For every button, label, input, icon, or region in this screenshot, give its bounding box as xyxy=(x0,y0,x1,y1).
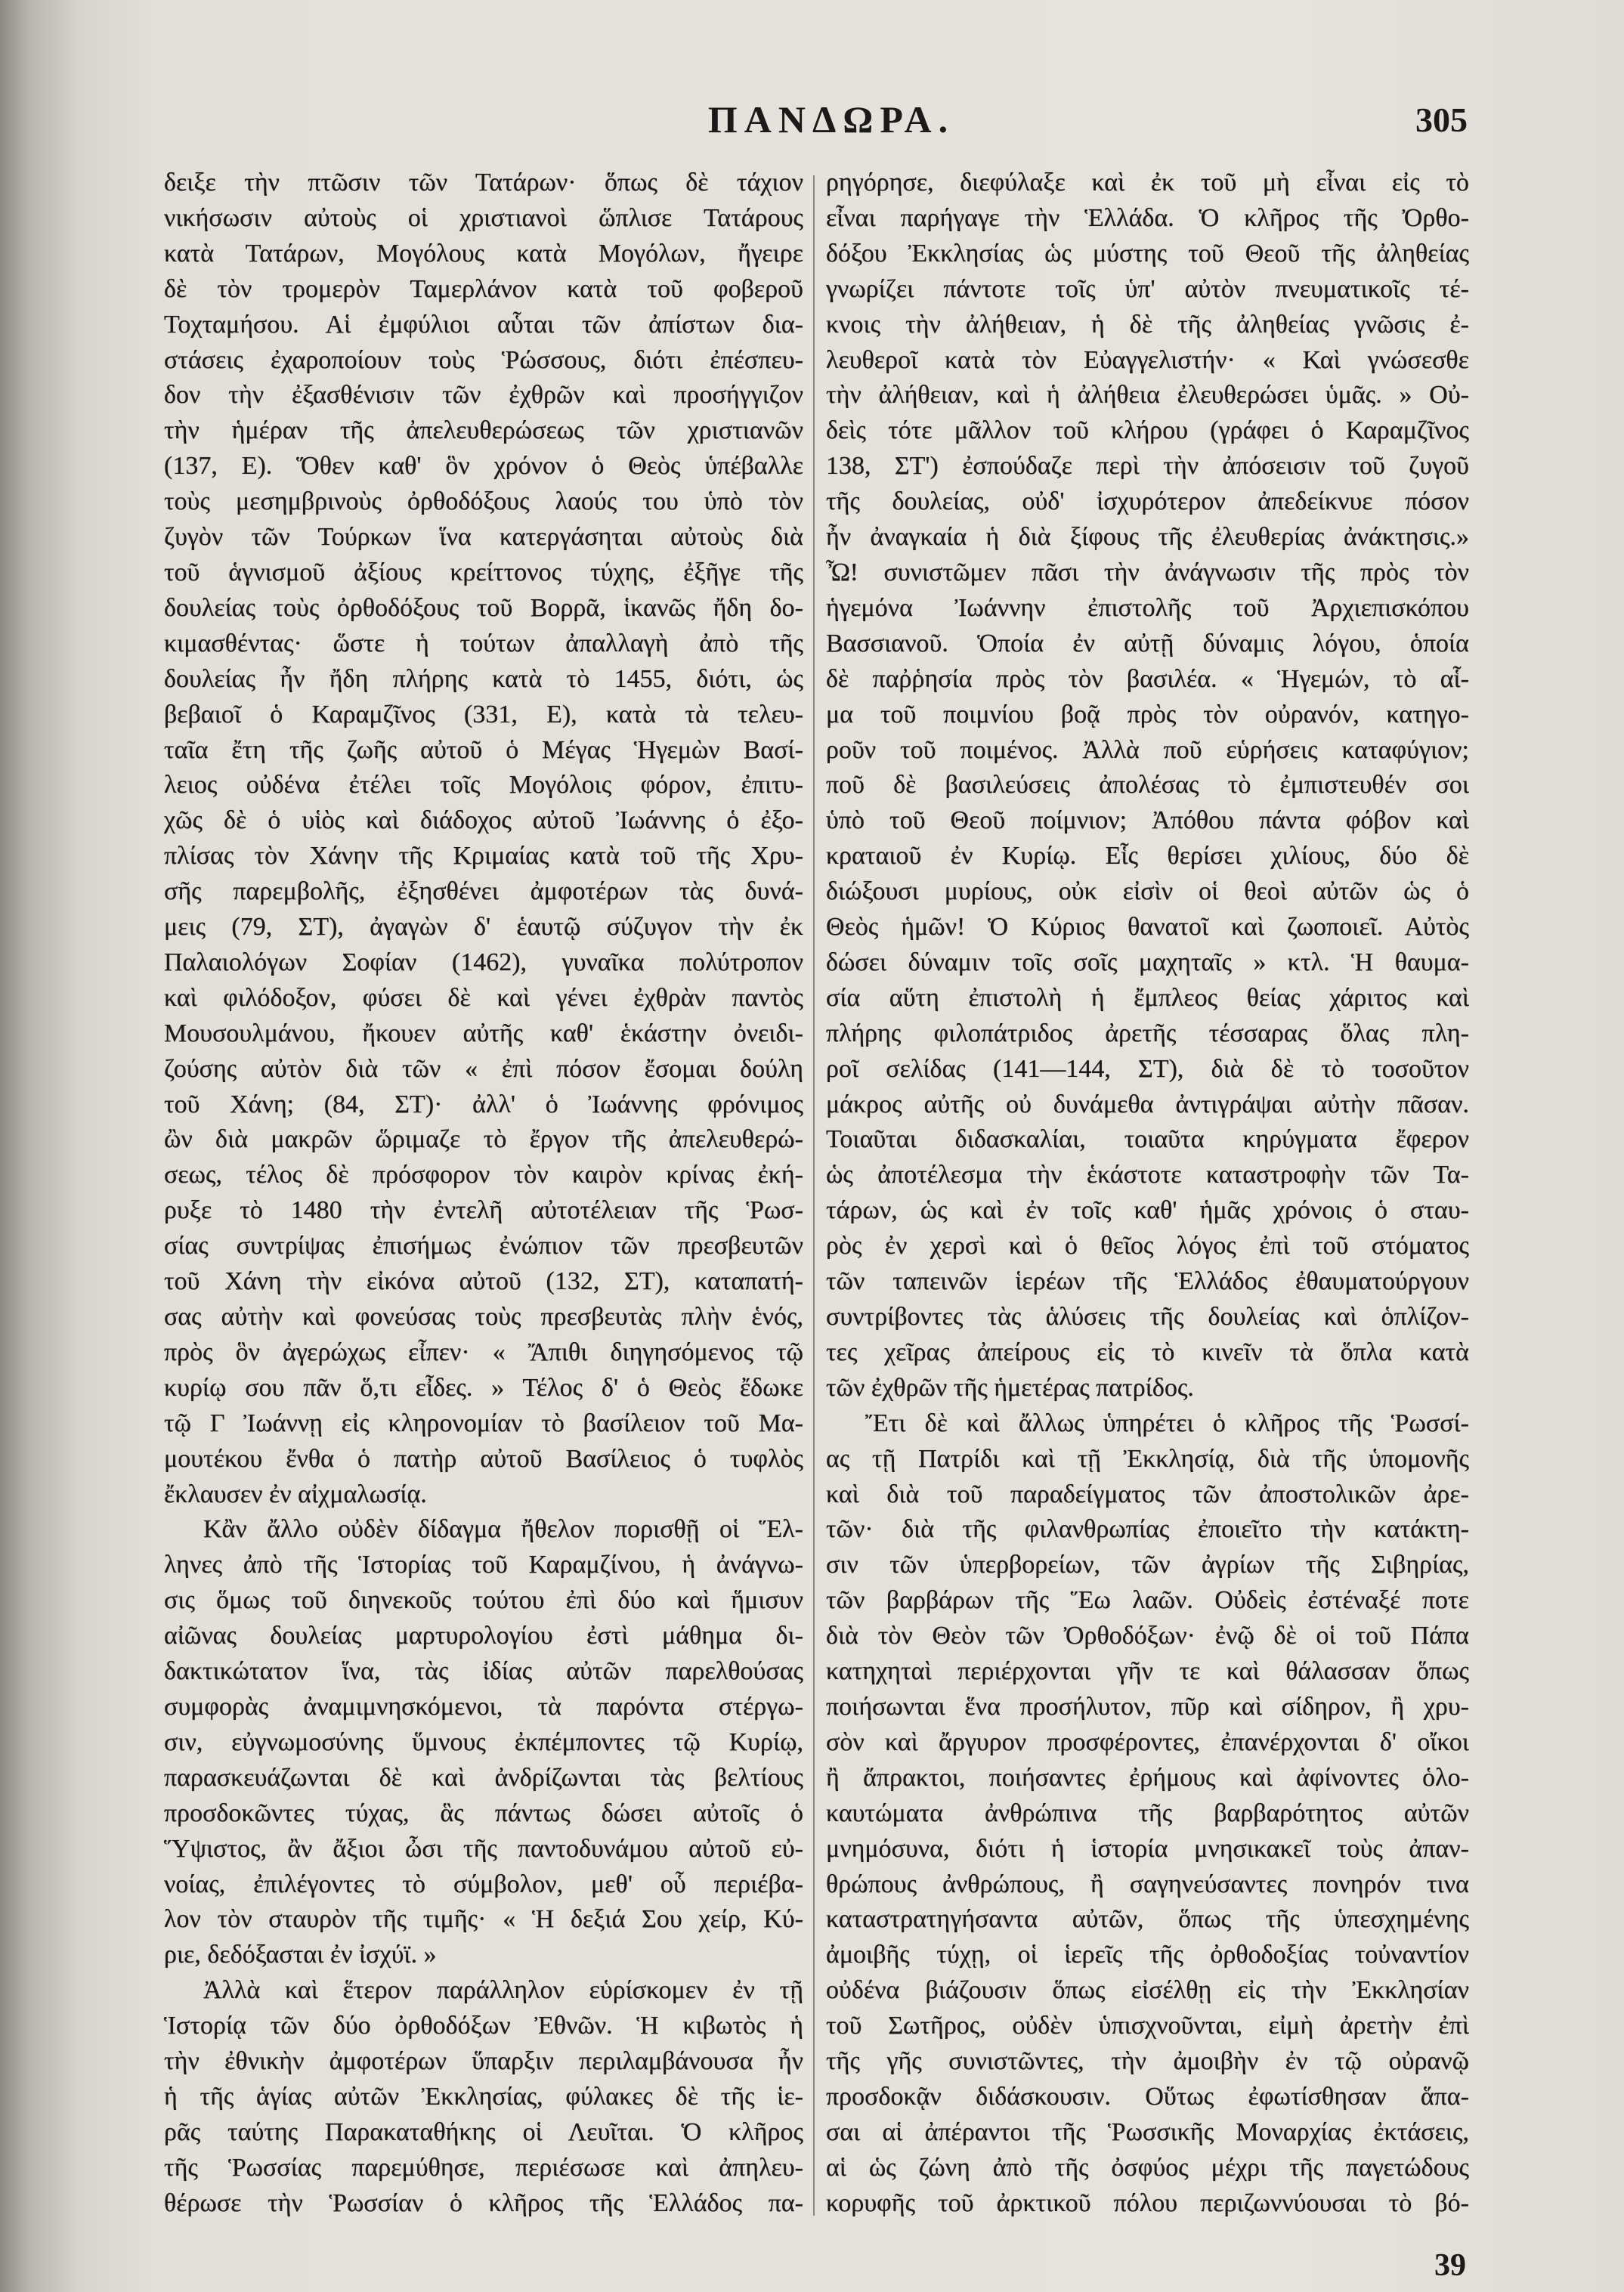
right-column xyxy=(826,165,1469,2222)
right-column-line: ρηγόρησε, διεφύλαξε καὶ ἐκ τοῦ μὴ εἶναι εἰς τὸ xyxy=(826,169,1469,196)
right-column-line: τῶν ταπεινῶν ἱερέων τῆς Ἑλλάδος ἐθαυματούργουν xyxy=(826,1267,1469,1296)
left-column xyxy=(164,165,803,2222)
right-column-line: δὲ παῤῥησία πρὸς τὸν βασιλέα. « Ἡγεμών, τὸ αἷ- xyxy=(826,664,1469,693)
left-column-line: ζούσης αὐτὸν διὰ τῶν « ἐπὶ πόσον ἔσομαι δούλη xyxy=(164,1054,803,1083)
left-column-line: τὴν ἡμέραν τῆς ἀπελευθερώσεως τῶν χριστιανῶν xyxy=(164,416,803,445)
right-column-line: κατηχηταὶ περιέρχονται γῆν τε καὶ θάλασσαν ὅπως xyxy=(826,1657,1469,1686)
right-column-line: ἢ ἄπρακτοι, ποιήσαντες ἐρήμους καὶ ἀφίνοντες ὁλο- xyxy=(826,1763,1469,1792)
left-column-line: δὲ τὸν τρομερὸν Ταμερλάνον κατὰ τοῦ φοβεροῦ xyxy=(164,274,803,303)
right-column-line: σιν τῶν ὑπερβορείων, τῶν ἀγρίων τῆς Σιβηρίας, xyxy=(826,1551,1469,1579)
right-column-line: Τοιαῦται διδασκαλίαι, τοιαῦτα κηρύγματα ἔφερον xyxy=(826,1125,1469,1154)
right-column-line: διώξουσι μυρίους, οὐκ εἰσὶν οἱ θεοὶ αὐτῶν ὡς ὁ xyxy=(826,877,1469,906)
right-column-line: Ἔτι δὲ καὶ ἄλλως ὑπηρέτει ὁ κλῆρος τῆς Ῥωσσί- xyxy=(865,1409,1469,1437)
left-column-line: Μουσουλμάνου, ἤκουεν αὐτῆς καθ' ἑκάστην ὀνειδι- xyxy=(164,1019,803,1047)
left-column-line: Ὕψιστος, ἂν ἄξιοι ὦσι τῆς παντοδυνάμου αὐτοῦ εὐ- xyxy=(164,1834,803,1863)
left-column-line: ζυγὸν τῶν Τούρκων ἵνα κατεργάσηται αὐτοὺς διὰ xyxy=(164,523,803,552)
right-column-line: ρὸς ἐν χερσὶ καὶ ὁ θεῖος λόγος ἐπὶ τοῦ στόματος xyxy=(826,1232,1469,1260)
left-column-line: συμφορὰς ἀναμιμνησκόμενοι, τὰ παρόντα στέργω- xyxy=(164,1692,803,1721)
column-rule xyxy=(813,175,815,2216)
right-column-line: προσδοκᾷν διδάσκουσιν. Οὕτως ἐφωτίσθησαν ἅπα- xyxy=(826,2082,1469,2111)
left-column-line: ὢν διὰ μακρῶν ὥριμαζε τὸ ἔργον τῆς ἀπελευθερώ- xyxy=(164,1125,803,1154)
right-column-line: γνωρίζει πάντοτε τοῖς ὑπ' αὐτὸν πνευματικοῖς τέ- xyxy=(826,274,1469,303)
left-column-line: δουλείας τοὺς ὀρθοδόξους τοῦ Βορρᾶ, ἱκανῶς ἤδη δο- xyxy=(164,593,803,622)
right-column-line: τῶν· διὰ τῆς φιλανθρωπίας ἐποιεῖτο τὴν κατάκτη- xyxy=(826,1515,1469,1544)
left-column-line: σιν, εὐγνωμοσύνης ὕμνους ἐκπέμποντες τῷ Κυρίῳ, xyxy=(164,1728,803,1756)
left-column-line: σίας συντρίψας ἐπισήμως ἐνώπιον τῶν πρεσβευτῶν xyxy=(164,1232,803,1260)
left-column-line: τοῦ ἁγνισμοῦ ἀξίους κρείττονος τύχης, ἐξῆγε τῆς xyxy=(164,558,803,586)
left-column-line: νοίας, ἐπιλέγοντες τὸ σύμβολον, μεθ' οὗ περιέβα- xyxy=(164,1870,803,1898)
right-column-line: καταστρατηγήσαντα αὐτῶν, ὅπως τῆς ὑπεσχημένης xyxy=(826,1905,1469,1934)
right-column-line: ἦν ἀναγκαία ἡ διὰ ξίφους τῆς ἐλευθερίας ἀνάκτησις.» xyxy=(826,523,1469,552)
right-column-line: ροῦν τοῦ ποιμένος. Ἀλλὰ ποῦ εὑρήσεις καταφύγιον; xyxy=(826,735,1469,764)
left-column-line: μουτέκου ἔνθα ὁ πατὴρ αὐτοῦ Βασίλειος ὁ τυφλὸς xyxy=(164,1444,803,1473)
left-column-line: τῷ Γ Ἰωάννῃ εἰς κληρονομίαν τὸ βασίλειον τοῦ Μα- xyxy=(164,1409,803,1437)
right-column-line: 138, ΣΤ') ἐσπούδαζε περὶ τὴν ἀπόσεισιν τοῦ ζυγοῦ xyxy=(826,452,1469,481)
page-number: 305 xyxy=(1415,101,1468,139)
left-column-line: ληνες ἀπὸ τῆς Ἱστορίας τοῦ Καραμζίνου, ἡ ἀνάγνω- xyxy=(164,1551,803,1579)
right-column-line: κνοις τὴν ἀλήθειαν, ἡ δὲ τῆς ἀληθείας γνῶσις ἐ- xyxy=(826,310,1469,339)
right-column-line: τῶν ἐχθρῶν τῆς ἡμετέρας πατρίδος. xyxy=(826,1373,1194,1402)
right-column-line: ὑπὸ τοῦ Θεοῦ ποίμνιον; Ἀπόθου πάντα φόβον καὶ xyxy=(826,806,1469,835)
signature-mark: 39 xyxy=(1434,2248,1466,2283)
left-column-line: (137, Ε). Ὅθεν καθ' ὃν χρόνον ὁ Θεὸς ὑπέβαλλε xyxy=(164,452,803,481)
left-column-line: Ἀλλὰ καὶ ἕτερον παράλληλον εὑρίσκομεν ἐν τῇ xyxy=(203,1976,803,2005)
right-column-line: δεὶς τότε μᾶλλον τοῦ κλήρου (γράφει ὁ Καραμζῖνος xyxy=(826,416,1469,445)
left-column-line: σεως, τέλος δὲ πρόσφορον τὸν καιρὸν κρίνας ἐκή- xyxy=(164,1161,803,1189)
left-column-line: τὴν ἐθνικὴν ἀμφοτέρων ὕπαρξιν περιλαμβάνουσα ἦν xyxy=(164,2047,803,2076)
right-column-line: ὡς ἀποτέλεσμα τὴν ἑκάστοτε καταστροφὴν τῶν Τα- xyxy=(826,1161,1469,1189)
right-column-line: συντρίβοντες τὰς ἁλύσεις τῆς δουλείας καὶ ὁπλίζον- xyxy=(826,1303,1469,1331)
right-column-line: εἶναι παρήγαγε τὴν Ἑλλάδα. Ὁ κλῆρος τῆς Ὀρθο- xyxy=(826,203,1469,232)
left-column-line: μεις (79, ΣΤ), ἀγαγὼν δ' ἑαυτῷ σύζυγον τὴν ἐκ xyxy=(164,913,803,942)
right-column-line: ποιήσωνται ἕνα προσήλυτον, πῦρ καὶ σίδηρον, ἢ χρυ- xyxy=(826,1692,1469,1721)
right-column-line: διὰ τὸν Θεὸν τῶν Ὀρθοδόξων· ἐνῷ δὲ οἱ τοῦ Πάπα xyxy=(826,1622,1469,1650)
left-column-line: στάσεις ἐχαροποίουν τοὺς Ῥώσσους, διότι ἐπέσπευ- xyxy=(164,345,803,374)
right-column-line: κραταιοῦ ἐν Κυρίῳ. Εἷς θερίσει χιλίους, δύο δὲ xyxy=(826,842,1469,871)
right-column-line: τῆς γῆς συνιστῶντες, τὴν ἀμοιβὴν ἐν τῷ οὐρανῷ xyxy=(826,2047,1469,2076)
left-column-line: προσδοκῶντες τύχας, ἃς πάντως δώσει αὐτοῖς ὁ xyxy=(164,1799,803,1827)
left-column-line: δον τὴν ἐξασθένισιν τῶν ἐχθρῶν καὶ προσήγγιζον xyxy=(164,381,803,410)
left-column-line: κατὰ Τατάρων, Μογόλους κατὰ Μογόλων, ἤγειρε xyxy=(164,239,803,268)
left-column-line: τῆς Ῥωσσίας παρεμύθησε, περιέσωσε καὶ ἀπηλευ- xyxy=(164,2153,803,2182)
left-column-line: αἰῶνας δουλείας μαρτυρολογίου ἐστὶ μάθημα δι- xyxy=(164,1622,803,1650)
right-column-line: μνημόσυνα, διότι ἡ ἱστορία μνησικακεῖ τοὺς ἀπαν- xyxy=(826,1834,1469,1863)
left-column-line: Ἱστορίᾳ τῶν δύο ὀρθοδόξων Ἐθνῶν. Ἡ κιβωτὸς ἡ xyxy=(164,2012,803,2040)
left-column-line: δουλείας ἦν ἤδη πλήρης κατὰ τὸ 1455, διότι, ὡς xyxy=(164,664,803,693)
left-column-line: χῶς δὲ ὁ υἱὸς καὶ διάδοχος αὐτοῦ Ἰωάννης ὁ ἐξο- xyxy=(164,806,803,835)
left-column-line: πρὸς ὃν ἀγερώχως εἶπεν· « Ἄπιθι διηγησόμενος τῷ xyxy=(164,1338,803,1366)
left-column-line: Παλαιολόγων Σοφίαν (1462), γυναῖκα πολύτροπον xyxy=(164,948,803,976)
right-column-line: δώσει δύναμιν τοῖς σοῖς μαχηταῖς » κτλ. Ἡ θαυμα- xyxy=(826,948,1469,976)
right-column-line: κορυφῆς τοῦ ἀρκτικοῦ πόλου περιζωννύουσαι τὸ βό- xyxy=(826,2188,1469,2217)
left-column-line: σις ὅμως τοῦ διηνεκοῦς τούτου ἐπὶ δύο καὶ ἥμισυν xyxy=(164,1586,803,1615)
left-column-line: ἔκλαυσεν ἐν αἰχμαλωσίᾳ. xyxy=(164,1480,427,1508)
left-column-line: λειος οὐδένα ἐτέλει τοῖς Μογόλοις φόρον, ἐπιτυ- xyxy=(164,771,803,800)
right-column-line: ποῦ δὲ βασιλεύσεις ἀπολέσας τὸ ἐμπιστευθέν σοι xyxy=(826,771,1469,800)
left-column-line: κιμασθέντας· ὥστε ἡ τούτων ἀπαλλαγὴ ἀπὸ τῆς xyxy=(164,629,803,657)
left-column-line: ἡ τῆς ἁγίας αὐτῶν Ἐκκλησίας, φύλακες δὲ τῆς ἱε- xyxy=(164,2082,803,2111)
left-column-line: τοῦ Χάνη τὴν εἰκόνα αὐτοῦ (132, ΣΤ), καταπατή- xyxy=(164,1267,803,1296)
left-column-line: Κἂν ἄλλο οὐδὲν δίδαγμα ἤθελον πορισθῇ οἱ Ἕλ- xyxy=(203,1515,803,1544)
right-column-line: αἱ ὡς ζώνη ἀπὸ τῆς ὀσφύος μέχρι τῆς παγετώδους xyxy=(826,2153,1469,2182)
right-column-line: μάκρος αὐτῆς οὐ δυνάμεθα ἀντιγράψαι αὐτὴν πᾶσαν. xyxy=(826,1090,1469,1118)
left-column-line: βεβαιοῖ ὁ Καραμζῖνος (331, Ε), κατὰ τὰ τελευ- xyxy=(164,700,803,728)
right-column-line: σία αὕτη ἐπιστολὴ ἡ ἔμπλεος θείας χάριτος καὶ xyxy=(826,983,1469,1012)
left-column-line: Τοχταμήσου. Αἱ ἐμφύλιοι αὗται τῶν ἀπίστων δια- xyxy=(164,310,803,339)
left-column-line: κυρίῳ σου πᾶν ὅ,τι εἶδες. » Τέλος δ' ὁ Θεὸς ἔδωκε xyxy=(164,1373,803,1402)
left-column-line: ρυξε τὸ 1480 τὴν ἐντελῆ αὐτοτέλειαν τῆς Ῥωσ- xyxy=(164,1196,803,1225)
right-column-line: θρώπους ἀνθρώπους, ἢ σαγηνεύσαντες πονηρόν τινα xyxy=(826,1870,1469,1898)
right-column-line: καυτώματα ἀνθρώπινα τῆς βαρβαρότητος αὐτῶν xyxy=(826,1799,1469,1827)
left-column-line: καὶ φιλόδοξον, φύσει δὲ καὶ γένει ἐχθρὰν παντὸς xyxy=(164,983,803,1012)
left-column-line: τοὺς μεσημβρινοὺς ὀρθοδόξους λαούς του ὑπὸ τὸν xyxy=(164,487,803,516)
right-column-line: σὸν καὶ ἄργυρον προσφέροντες, ἐπανέρχονται δ' οἴκοι xyxy=(826,1728,1469,1756)
left-column-line: λον τὸν σταυρὸν τῆς τιμῆς· « Ἡ δεξιά Σου χείρ, Κύ- xyxy=(164,1905,803,1934)
right-column-line: μα τοῦ ποιμνίου βοᾷ πρὸς τὸν οὐρανόν, κατηγο- xyxy=(826,700,1469,728)
right-column-line: καὶ διὰ τοῦ παραδείγματος τῶν ἀποστολικῶν ἀρε- xyxy=(826,1480,1469,1508)
right-column-line: ἀμοιβῆς τύχῃ, οἱ ἱερεῖς τῆς ὀρθοδοξίας τοὐναντίον xyxy=(826,1941,1469,1969)
left-column-line: δειξε τὴν πτῶσιν τῶν Τατάρων· ὅπως δὲ τάχιον xyxy=(164,169,803,196)
right-column-line: λευθεροῖ κατὰ τὸν Εὐαγγελιστήν· « Καὶ γνώσεσθε xyxy=(826,345,1469,374)
left-column-line: σῆς παρεμβολῆς, ἐξησθένει ἀμφοτέρων τὰς δυνά- xyxy=(164,877,803,906)
left-column-line: ριε, δεδόξασται ἐν ἰσχύϊ. » xyxy=(164,1941,437,1969)
right-column-line: ροῖ σελίδας (141—144, ΣΤ), διὰ δὲ τὸ τοσοῦτον xyxy=(826,1054,1469,1083)
left-column-line: τοῦ Χάνη; (84, ΣΤ)· ἀλλ' ὁ Ἰωάννης φρόνιμος xyxy=(164,1090,803,1118)
right-column-line: οὐδένα βιάζουσιν ὅπως εἰσέλθῃ εἰς τὴν Ἐκκλησίαν xyxy=(826,1976,1469,2005)
left-column-line: ταῖα ἔτη τῆς ζωῆς αὐτοῦ ὁ Μέγας Ἡγεμὼν Βασί- xyxy=(164,735,803,764)
right-column-line: τῆς δουλείας, οὐδ' ἰσχυρότερον ἀπεδείκνυε πόσον xyxy=(826,487,1469,516)
left-column-line: σας αὐτὴν καὶ φονεύσας τοὺς πρεσβευτὰς πλὴν ἑνός, xyxy=(164,1303,803,1331)
right-column-line: τοῦ Σωτῆρος, οὐδὲν ὑπισχνοῦνται, εἰμὴ ἀρετὴν ἐπὶ xyxy=(826,2012,1469,2040)
left-column-line: δακτικώτατον ἵνα, τὰς ἰδίας αὐτῶν παρελθούσας xyxy=(164,1657,803,1686)
right-column-line: τῶν βαρβάρων τῆς Ἕω λαῶν. Οὐδεὶς ἐστέναξέ ποτε xyxy=(826,1586,1469,1615)
right-column-line: τάρων, ὡς καὶ ἐν τοῖς καθ' ἡμᾶς χρόνοις ὁ σταυ- xyxy=(826,1196,1469,1225)
right-column-line: Θεὸς ἡμῶν! Ὁ Κύριος θανατοῖ καὶ ζωοποιεῖ. Αὐτὸς xyxy=(826,913,1469,942)
right-column-line: τες χεῖρας ἀπείρους εἰς τὸ κινεῖν τὰ ὅπλα κατὰ xyxy=(826,1338,1469,1366)
right-column-line: πλήρης φιλοπάτριδος ἀρετῆς τέσσαρας ὅλας πλη- xyxy=(826,1019,1469,1047)
left-column-line: νικήσωσιν αὐτοὺς οἱ χριστιανοὶ ὥπλισε Τατάρους xyxy=(164,203,803,232)
left-column-line: παρασκευάζωνται δὲ καὶ ἀνδρίζωνται τὰς βελτίους xyxy=(164,1763,803,1792)
left-column-line: ρᾶς ταύτης Παρακαταθήκης οἱ Λευῖται. Ὁ κλῆρος xyxy=(164,2117,803,2146)
right-column-line: ἡγεμόνα Ἰωάννην ἐπιστολῆς τοῦ Ἀρχιεπισκόπου xyxy=(826,593,1469,622)
running-head-title: ΠΑΝΔΩΡΑ. xyxy=(707,98,955,141)
right-column-line: σαι αἱ ἀπέραντοι τῆς Ῥωσσικῆς Μοναρχίας ἐκτάσεις, xyxy=(826,2117,1469,2146)
right-column-line: τὴν ἀλήθειαν, καὶ ἡ ἀλήθεια ἐλευθερώσει ὑμᾶς. » Οὐ- xyxy=(826,381,1469,410)
right-column-line: Βασσιανοῦ. Ὁποία ἐν αὐτῇ δύναμις λόγου, ὁποία xyxy=(826,629,1469,657)
right-column-line: δόξου Ἐκκλησίας ὡς μύστης τοῦ Θεοῦ τῆς ἀληθείας xyxy=(826,239,1469,268)
right-column-line: ας τῇ Πατρίδι καὶ τῇ Ἐκκλησίᾳ, διὰ τῆς ὑπομονῆς xyxy=(826,1444,1469,1473)
left-column-line: πλίσας τὸν Χάνην τῆς Κριμαίας κατὰ τοῦ τῆς Χρυ- xyxy=(164,842,803,871)
right-column-line: Ὦ! συνιστῶμεν πᾶσι τὴν ἀνάγνωσιν τῆς πρὸς τὸν xyxy=(826,558,1469,586)
left-column-line: θέρωσε τὴν Ῥωσσίαν ὁ κλῆρος τῆς Ἑλλάδος πα- xyxy=(164,2188,803,2217)
